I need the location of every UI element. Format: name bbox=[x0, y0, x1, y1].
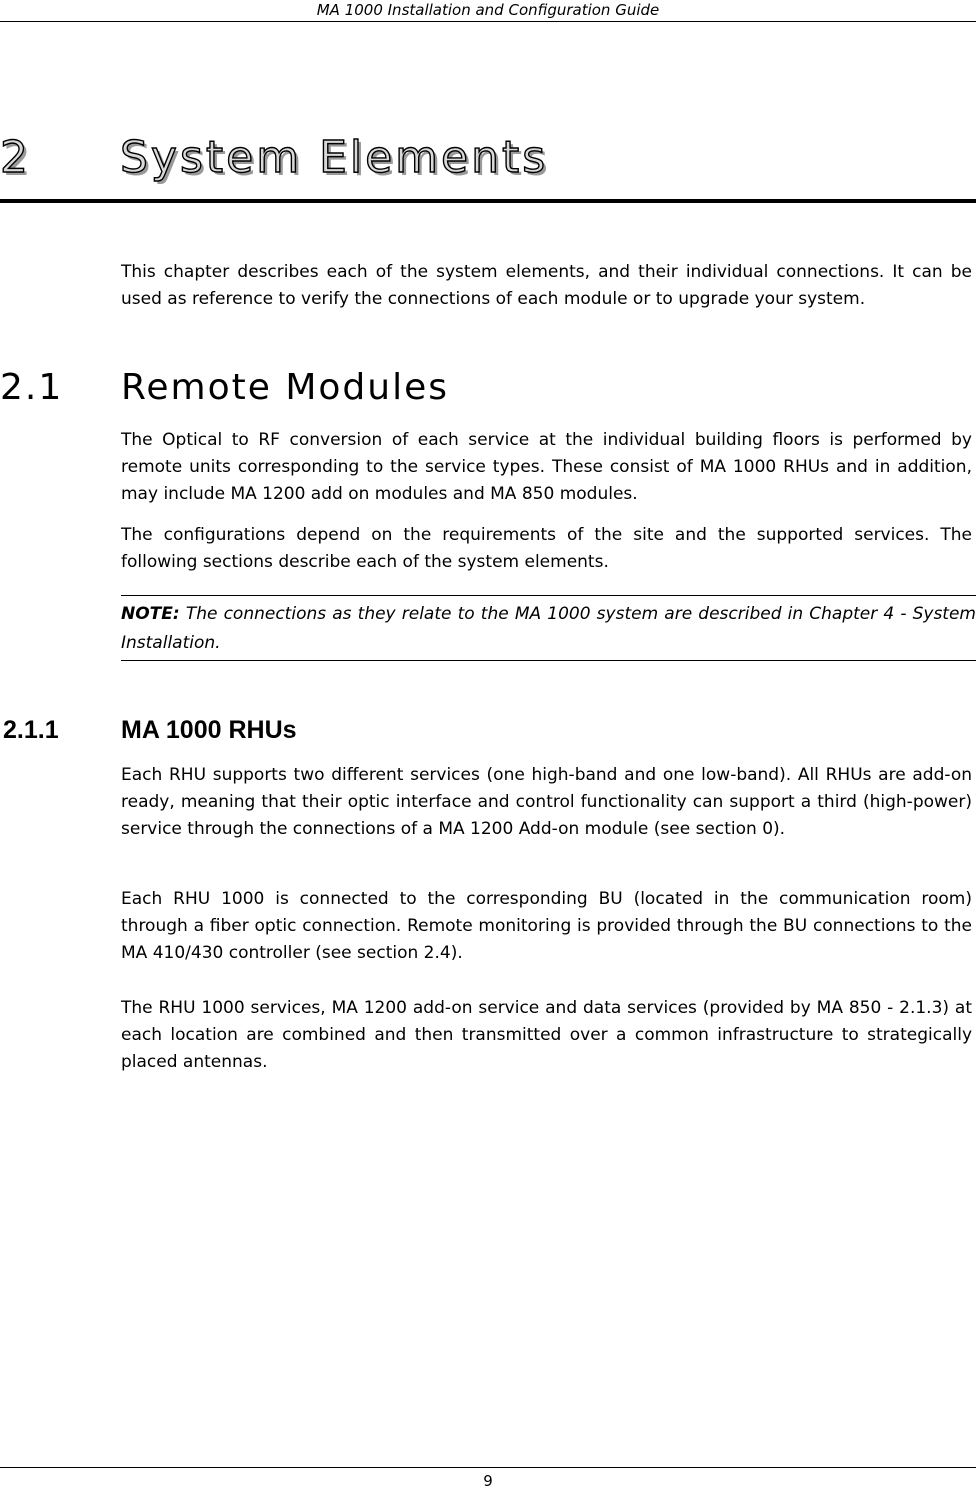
chapter-rule bbox=[0, 199, 976, 203]
subsection-title: MA 1000 RHUs bbox=[121, 716, 297, 744]
subsection-paragraph: Each RHU supports two different services (one high-band and one low-band). All RHUs are add-on ready, meaning that their optic interface and control functionality can support a third (high-power) service through the connections of a MA 1200 Add-on module (see section 0). bbox=[121, 765, 972, 839]
note-top-rule bbox=[121, 595, 976, 596]
running-header: MA 1000 Installation and Configuration Guide bbox=[316, 1, 660, 19]
chapter-number: 2 bbox=[0, 132, 31, 183]
chapter-heading bbox=[0, 132, 976, 184]
page-number: 9 bbox=[483, 1472, 493, 1490]
note-label: NOTE: bbox=[121, 604, 180, 624]
section-paragraph: The configurations depend on the requirements of the site and the supported services. The following sections describe each of the system elements. bbox=[121, 525, 972, 572]
note-bottom-rule bbox=[121, 660, 976, 661]
section-paragraph: The Optical to RF conversion of each service at the individual building floors is performed by remote units corresponding to the service types. These consist of MA 1000 RHUs and in addition, may include MA 1200 add on modules and MA 850 modules. bbox=[121, 430, 972, 504]
footer-rule bbox=[0, 1467, 976, 1468]
section-heading bbox=[0, 366, 976, 410]
subsection-paragraph: Each RHU 1000 is connected to the corresponding BU (located in the communication room) through a fiber optic connection. Remote monitoring is provided through the BU connections to the MA 410/430 controller (see section 2.4). bbox=[121, 889, 972, 963]
chapter-title: System Elements bbox=[120, 132, 549, 183]
subsection-number: 2.1.1 bbox=[3, 716, 59, 744]
section-title: Remote Modules bbox=[121, 367, 450, 408]
subsection-paragraph: The RHU 1000 services, MA 1200 add-on service and data services (provided by MA 850 - 2.1.3) at each location are combined and then transmitted over a common infrastructure to strategically placed antennas. bbox=[121, 998, 972, 1072]
chapter-intro: This chapter describes each of the system elements, and their individual connections. It can be used as reference to verify the connections of each module or to upgrade your system. bbox=[121, 262, 972, 309]
section-number: 2.1 bbox=[0, 367, 64, 408]
header-rule bbox=[0, 21, 976, 22]
note-text: The connections as they relate to the MA 1000 system are described in Chapter 4 - System Installation. bbox=[121, 604, 976, 653]
note-box bbox=[121, 600, 976, 658]
subsection-heading bbox=[0, 714, 976, 746]
